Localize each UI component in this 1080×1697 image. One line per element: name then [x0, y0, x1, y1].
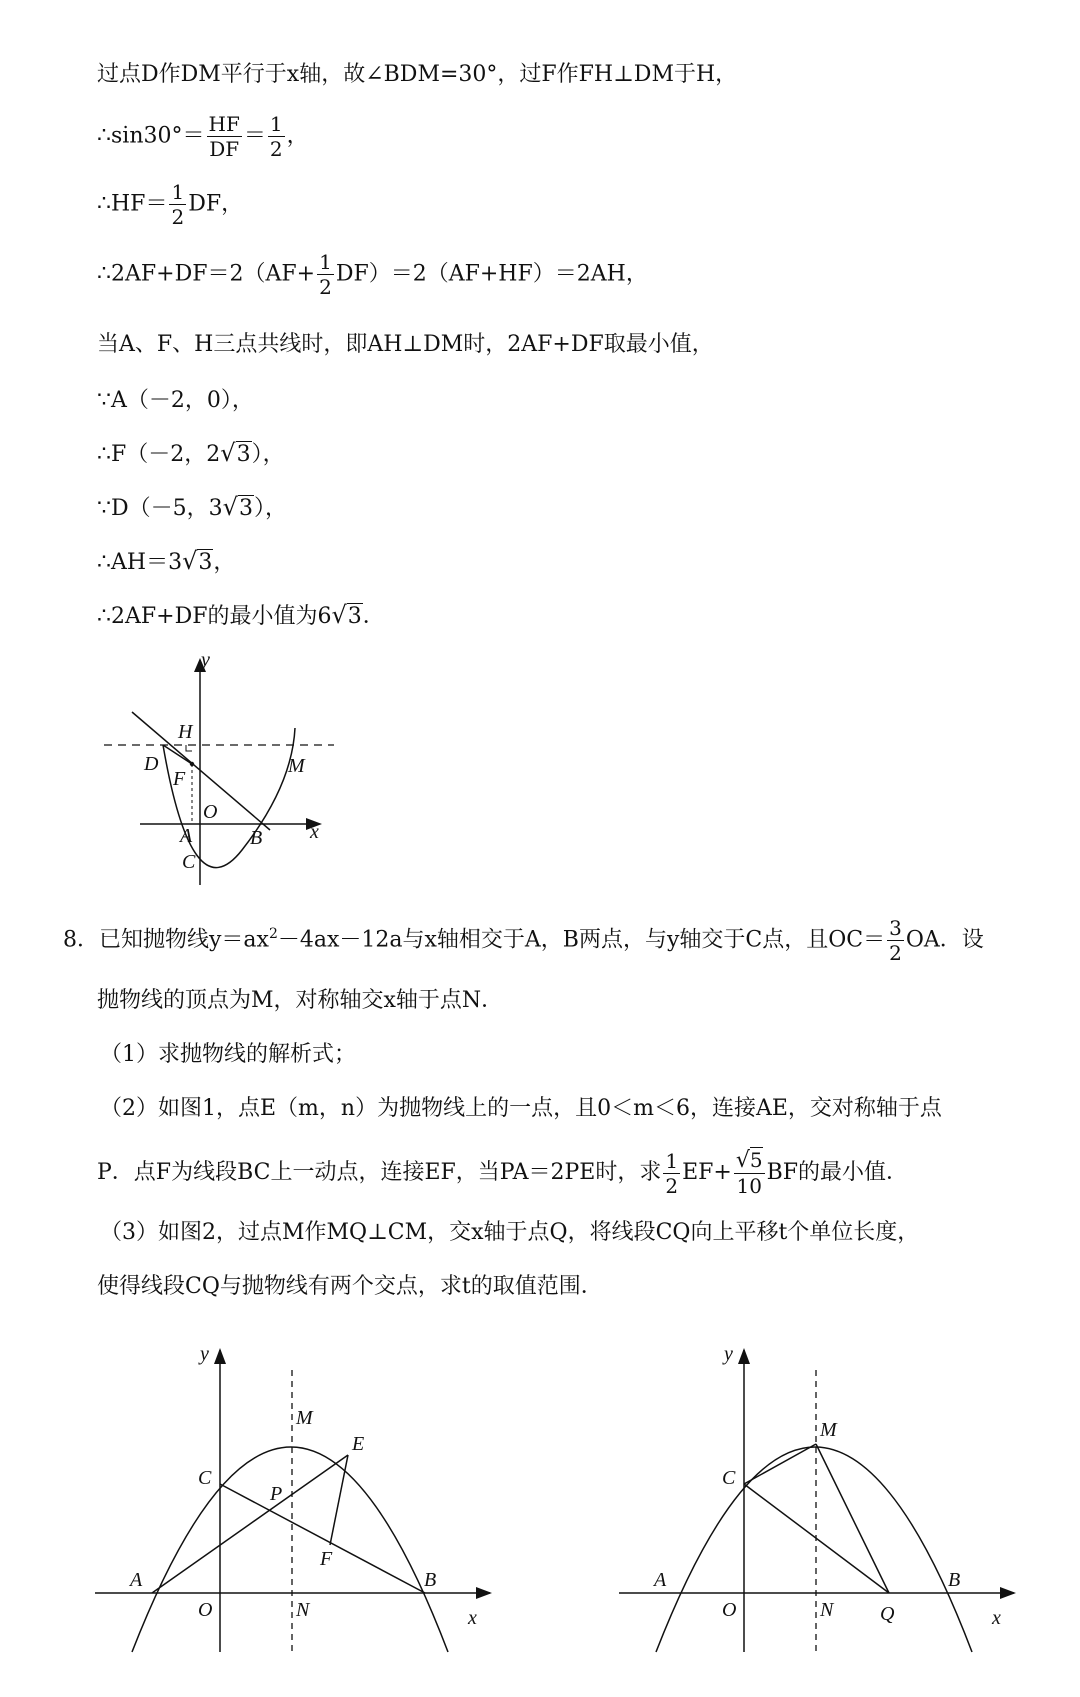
solution-line-7: ∴F（－2，2√3），	[97, 438, 285, 470]
question-3-line-1: （3）如图2，过点M作MQ⊥CM，交x轴于点Q，将线段CQ向上平移t个单位长度，	[100, 1220, 920, 1245]
fig3-label-N: N	[820, 1599, 834, 1621]
figure-3-diagram	[614, 1340, 1034, 1655]
sqrt: √3	[182, 547, 213, 575]
question-2-line-2: P．点F为线段BC上一动点，连接EF，当PA＝2PE时，求 $\frac{1}{2}$ EF+ $\frac{√5}{10}$ BF的最小值．	[97, 1148, 909, 1198]
fig1-label-D: D	[144, 753, 159, 775]
solution-line-10: ∴2AF+DF的最小值为6√3．	[97, 600, 385, 632]
sqrt: √3	[220, 439, 251, 467]
problem-8-line-1: 8．已知抛物线$y=ax^2-4ax-12a$与x轴相交于A，B两点，与y轴交于C点，且OC＝ $\frac{3}{2}$ OA．设	[63, 916, 984, 965]
fig3-label-M: M	[820, 1419, 837, 1441]
fig1-label-M: M	[288, 755, 305, 777]
fig3-label-y: y	[724, 1343, 733, 1365]
fraction: $\frac{3}{2}$	[889, 916, 902, 965]
fig1-label-O: O	[203, 801, 218, 823]
solution-line-9: ∴AH＝3√3，	[97, 546, 235, 578]
fig1-label-x: x	[310, 821, 319, 843]
fig2-label-O: O	[198, 1599, 213, 1621]
fig3-label-B: B	[948, 1569, 961, 1591]
fig2-label-y: y	[200, 1343, 209, 1365]
solution-line-5: 当A、F、H三点共线时，即AH⊥DM时，2AF+DF取最小值，	[97, 332, 714, 357]
fig2-label-x: x	[468, 1607, 477, 1629]
solution-line-1: 过点D作DM平行于x轴，故∠BDM=30°，过F作FH⊥DM于H，	[97, 62, 738, 87]
fig2-label-A: A	[130, 1569, 143, 1591]
fraction: $\frac{√5}{10}$	[735, 1148, 763, 1198]
fig1-label-y: y	[201, 649, 210, 671]
figure-1-diagram	[90, 650, 350, 890]
solution-line-4: ∴2AF+DF＝2（AF+ $\frac{1}{2}$ DF）＝2（AF+HF）＝2AH，	[97, 250, 648, 299]
question-2-line-1: （2）如图1，点E（m，n）为抛物线上的一点，且0＜m＜6，连接AE，交对称轴于点	[100, 1096, 942, 1121]
fig3-label-x: x	[992, 1607, 1001, 1629]
question-1: （1）求抛物线的解析式；	[100, 1042, 356, 1067]
fig2-label-F: F	[320, 1548, 333, 1570]
fig3-label-O: O	[722, 1599, 737, 1621]
fig2-label-N: N	[296, 1599, 310, 1621]
question-3-line-2: 使得线段CQ与抛物线有两个交点，求t的取值范围．	[97, 1274, 603, 1299]
fig1-label-B: B	[250, 827, 263, 849]
fig2-label-E: E	[352, 1433, 365, 1455]
fraction: $\frac{HF}{DF}$	[208, 112, 240, 161]
fig3-label-Q: Q	[880, 1603, 895, 1625]
fig1-label-F: F	[173, 768, 186, 790]
fraction: $\frac{1}{2}$	[269, 112, 283, 161]
solution-line-2: ∴sin30°＝ $\frac{HF}{DF}$ ＝ $\frac{1}{2}$ ，	[97, 112, 309, 161]
fig1-label-H: H	[178, 721, 193, 743]
fig3-label-A: A	[654, 1569, 667, 1591]
solution-line-3: ∴HF＝ $\frac{1}{2}$ DF，	[97, 180, 244, 229]
fig2-label-B: B	[424, 1569, 437, 1591]
solution-line-6: ∵A（－2，0），	[97, 388, 254, 413]
problem-8-line-2: 抛物线的顶点为M，对称轴交x轴于点N．	[97, 988, 504, 1013]
sqrt: √3	[222, 493, 253, 521]
fig3-label-C: C	[722, 1467, 736, 1489]
fraction: $\frac{1}{2}$	[319, 250, 332, 299]
fraction: $\frac{1}{2}$	[171, 180, 185, 229]
sqrt: √3	[331, 601, 362, 629]
fig2-label-P: P	[270, 1483, 283, 1505]
solution-line-8: ∵D（－5，3√3），	[97, 492, 287, 524]
fraction: $\frac{1}{2}$	[665, 1148, 679, 1198]
fig1-label-C: C	[182, 851, 196, 873]
fig2-label-C: C	[198, 1467, 212, 1489]
fig1-label-A: A	[180, 825, 193, 847]
fig2-label-M: M	[296, 1407, 313, 1429]
figure-2-diagram	[90, 1340, 510, 1655]
